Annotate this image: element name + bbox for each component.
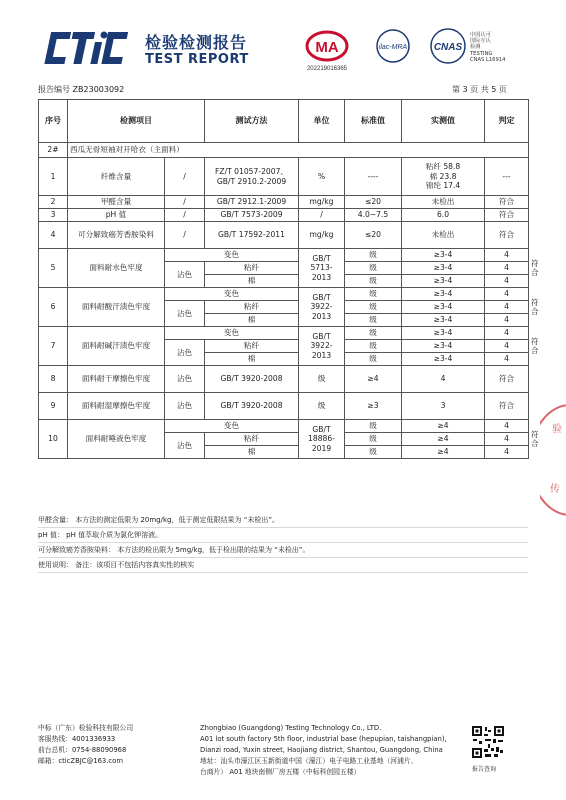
cell-unit: 级 xyxy=(345,288,402,301)
cell-subitem: 沾色 xyxy=(165,340,205,366)
cell-unit: 级 xyxy=(345,249,402,262)
address-en-line-2: Dianzi road, Yuxin street, Haojiang district, Shantou, Guangdong, China xyxy=(200,746,443,754)
cell-standard: ≥3-4 xyxy=(402,340,485,353)
cell-subitem: 变色 xyxy=(165,327,299,340)
table-header-row xyxy=(39,100,529,143)
header-item: 检测项目 xyxy=(68,100,205,143)
cell-standard: ≥3-4 xyxy=(402,327,485,340)
cell-result: 未检出 xyxy=(402,222,485,249)
svg-text:国际互认: 国际互认 xyxy=(470,38,491,44)
cell-sub: 沾色 xyxy=(165,366,205,393)
qr-caption: 报告查询 xyxy=(472,766,497,773)
cell-fibre: 粘纤 xyxy=(205,433,299,446)
header-standard: 标准值 xyxy=(345,100,402,143)
cell-unit: % xyxy=(299,158,345,196)
cell-subitem: 沾色 xyxy=(165,301,205,327)
address-cn-line-2: 台商片） A01 地块南侧厂房五楼（中标科创园五楼） xyxy=(200,768,361,776)
cell-unit: 级 xyxy=(345,327,402,340)
report-title-cn: 检验检测报告 xyxy=(145,33,248,52)
cell-no: 6 xyxy=(39,288,68,327)
cnas-cert-text xyxy=(469,30,506,63)
header-result: 实测值 xyxy=(402,100,485,143)
footer-company-cn xyxy=(38,723,133,767)
cell-unit: mg/kg xyxy=(299,196,345,209)
sample-no: 2# xyxy=(39,143,68,158)
cell-method: GB/T 18886-2019 xyxy=(299,420,345,459)
cell-judgement: --- xyxy=(485,158,529,196)
cell-subitem: 变色 xyxy=(165,249,299,262)
cell-standard: ≥3-4 xyxy=(402,301,485,314)
cell-unit: 级 xyxy=(345,353,402,366)
svg-text:CNAS: CNAS xyxy=(433,42,463,53)
cell-method: GB/T 7573-2009 xyxy=(205,209,299,222)
cell-result: 4 xyxy=(485,446,529,459)
cell-subitem: 沾色 xyxy=(165,262,205,288)
cell-result: 未检出 xyxy=(402,196,485,209)
page-indicator: 第 3 页 共 5 页 xyxy=(452,85,507,94)
table-row xyxy=(39,393,529,420)
cell-unit: 级 xyxy=(345,301,402,314)
cell-result: 3 xyxy=(402,393,485,420)
cell-result: 6.0 xyxy=(402,209,485,222)
cell-subitem: 变色 xyxy=(165,288,299,301)
svg-text:验: 验 xyxy=(552,424,562,435)
cell-subitem: 变色 xyxy=(165,420,299,433)
cell-method: GB/T 2912.1-2009 xyxy=(205,196,299,209)
header-unit: 单位 xyxy=(299,100,345,143)
svg-text:MA: MA xyxy=(315,39,339,56)
cell-method: FZ/T 01057-2007、GB/T 2910.2-2009 xyxy=(205,158,299,196)
cell-subitem: 沾色 xyxy=(165,433,205,459)
cell-result: 4 xyxy=(485,433,529,446)
cell-standard: ≥3-4 xyxy=(402,249,485,262)
cell-fibre: 粘纤 xyxy=(205,262,299,275)
company-name-cn: 中标（广东）检验科技有限公司 xyxy=(38,724,134,732)
cell-no: 9 xyxy=(39,393,68,420)
cell-no: 2 xyxy=(39,196,68,209)
cell-standard: ≥3-4 xyxy=(402,262,485,275)
note-formaldehyde: 甲醛含量： 本方法的测定低限为 20mg/kg，低于测定低限结果为 “未检出”。 xyxy=(38,513,528,528)
cell-sub: / xyxy=(165,158,205,196)
cell-unit: 级 xyxy=(345,446,402,459)
cell-result: 4 xyxy=(402,366,485,393)
cell-result: 粘纤 58.8 棉 23.8 锦纶 17.4 xyxy=(402,158,485,196)
qr-code-icon[interactable] xyxy=(471,725,505,759)
report-title-en: TEST REPORT xyxy=(145,52,249,67)
cell-sub: / xyxy=(165,222,205,249)
cell-unit: 级 xyxy=(345,314,402,327)
cell-method: GB/T 17592-2011 xyxy=(205,222,299,249)
footer-address xyxy=(200,723,447,778)
cell-result: 4 xyxy=(485,301,529,314)
header-no: 序号 xyxy=(39,100,68,143)
cell-item: 面料耐水色牢度 xyxy=(68,249,165,288)
cell-unit: 级 xyxy=(345,433,402,446)
cnas-mark xyxy=(431,29,465,63)
cell-unit: / xyxy=(299,209,345,222)
cell-item: 纤维含量 xyxy=(68,158,165,196)
cell-result: 4 xyxy=(485,288,529,301)
note-azo-dyes: 可分解致癌芳香胺染料： 本方法的检出限为 5mg/kg，低于检出限的结果为 “未检出”。 xyxy=(38,543,528,558)
address-cn-line-1: 地址：汕头市濠江区玉新街道中国（濠江）电子电路工业基地（河浦片、 xyxy=(200,757,418,765)
cell-unit: 级 xyxy=(299,366,345,393)
cell-item: 面料耐酸汗渍色牢度 xyxy=(68,288,165,327)
cell-method: GB/T 3922-2013 xyxy=(299,288,345,327)
table-row xyxy=(39,209,529,222)
cell-standard: ≥4 xyxy=(345,366,402,393)
cell-result: 4 xyxy=(485,340,529,353)
cell-item: 面料耐碱汗渍色牢度 xyxy=(68,327,165,366)
table-row xyxy=(39,196,529,209)
cell-standard: ≥3-4 xyxy=(402,288,485,301)
header-method: 测试方法 xyxy=(205,100,299,143)
cell-result: 4 xyxy=(485,327,529,340)
cell-item: 面料耐湿摩擦色牢度 xyxy=(68,393,165,420)
cell-item: 面料耐唾液色牢度 xyxy=(68,420,165,459)
address-en-line-1: A01 lot south factory 5th floor, industrial base (hepupian, taishangpian), xyxy=(200,735,447,743)
cell-no: 3 xyxy=(39,209,68,222)
cell-standard: ≥3-4 xyxy=(402,314,485,327)
cell-unit: 级 xyxy=(299,393,345,420)
cell-unit: 级 xyxy=(345,275,402,288)
cell-method: GB/T 3920-2008 xyxy=(205,366,299,393)
cell-sub: 沾色 xyxy=(165,393,205,420)
note-ph: pH 值： pH 值萃取介质为氯化钾溶液。 xyxy=(38,528,528,543)
cell-fibre: 棉 xyxy=(205,353,299,366)
cell-unit: 级 xyxy=(345,340,402,353)
front-desk-phone: 前台总机：0754-88090968 xyxy=(38,746,127,754)
cell-standard: ≥3-4 xyxy=(402,275,485,288)
cell-standard: ≥4 xyxy=(402,420,485,433)
cell-fibre: 粘纤 xyxy=(205,340,299,353)
table-row xyxy=(39,158,529,196)
cell-fibre: 棉 xyxy=(205,446,299,459)
cell-item: pH 值 xyxy=(68,209,165,222)
cell-standard: ≥3-4 xyxy=(402,353,485,366)
cell-standard: 4.0~7.5 xyxy=(345,209,402,222)
cell-standard: ≥3 xyxy=(345,393,402,420)
cell-method: GB/T 3920-2008 xyxy=(205,393,299,420)
svg-text:传: 传 xyxy=(550,484,560,495)
table-row: 6 面料耐酸汗渍色牢度 变色 GB/T 3922-2013 级 ≥3-4 4 符合 xyxy=(39,288,529,301)
cell-no: 8 xyxy=(39,366,68,393)
cell-method: GB/T 5713-2013 xyxy=(299,249,345,288)
cell-result: 4 xyxy=(485,262,529,275)
cell-result: 4 xyxy=(485,420,529,433)
cell-no: 1 xyxy=(39,158,68,196)
ilac-mra-mark xyxy=(377,30,409,62)
cell-judgement: 符合 xyxy=(485,393,529,420)
table-row: 5 面料耐水色牢度 变色 GB/T 5713-2013 级 ≥3-4 4 符合 xyxy=(39,249,529,262)
cell-judgement: 符合 xyxy=(485,222,529,249)
cell-unit: mg/kg xyxy=(299,222,345,249)
sample-row xyxy=(39,143,529,158)
cell-no: 7 xyxy=(39,327,68,366)
table-row: 7 面料耐碱汗渍色牢度 变色 GB/T 3922-2013 级 ≥3-4 4 符合 xyxy=(39,327,529,340)
svg-text:ilac-MRA: ilac-MRA xyxy=(378,44,408,51)
note-usage: 使用说明： 备注：该项目不包括内容真实性的核实 xyxy=(38,558,528,573)
cell-result: 4 xyxy=(485,353,529,366)
cell-judgement: 符合 xyxy=(485,209,529,222)
cell-standard: ---- xyxy=(345,158,402,196)
ctic-logo xyxy=(38,28,138,68)
cell-standard: ≥4 xyxy=(402,446,485,459)
test-results-table xyxy=(38,99,539,459)
cell-standard: ≤20 xyxy=(345,196,402,209)
notes-section xyxy=(38,513,528,573)
svg-text:CNAS L16914: CNAS L16914 xyxy=(470,57,506,63)
header-judgement: 判定 xyxy=(485,100,529,143)
company-name-en: Zhongbiao (Guangdong) Testing Technology Co., LTD. xyxy=(200,724,382,732)
cell-fibre: 粘纤 xyxy=(205,301,299,314)
cma-mark xyxy=(307,32,348,72)
table-row: 10 面料耐唾液色牢度 变色 GB/T 18886-2019 级 ≥4 4 符合 xyxy=(39,420,529,433)
cell-judgement: 符合 xyxy=(485,196,529,209)
email: 邮箱：cticZBJC@163.com xyxy=(38,757,123,765)
accreditation-marks xyxy=(305,28,520,74)
cell-item: 面料耐干摩擦色牢度 xyxy=(68,366,165,393)
cell-item: 可分解致癌芳香胺染料 xyxy=(68,222,165,249)
cell-no: 10 xyxy=(39,420,68,459)
cell-judgement: 符合 xyxy=(485,366,529,393)
cell-standard: ≥4 xyxy=(402,433,485,446)
cell-result: 4 xyxy=(485,275,529,288)
svg-text:检测: 检测 xyxy=(470,44,481,50)
cell-fibre: 棉 xyxy=(205,275,299,288)
cell-unit: 级 xyxy=(345,420,402,433)
cell-result: 4 xyxy=(485,314,529,327)
svg-text:中国认可: 中国认可 xyxy=(470,32,491,38)
cell-result: 4 xyxy=(485,249,529,262)
svg-text:TESTING: TESTING xyxy=(470,51,493,57)
sample-name: 西瓜无骨短袖对开哈衣（主面料） xyxy=(68,143,529,158)
cell-fibre: 棉 xyxy=(205,314,299,327)
svg-text:202219016365: 202219016365 xyxy=(306,66,348,72)
hotline: 客服热线：4001336933 xyxy=(38,735,116,743)
report-number: 报告编号 ZB23003092 xyxy=(38,85,125,94)
table-row xyxy=(39,366,529,393)
cell-no: 4 xyxy=(39,222,68,249)
cell-standard: ≤20 xyxy=(345,222,402,249)
cell-method: GB/T 3922-2013 xyxy=(299,327,345,366)
seal-stamp xyxy=(540,400,566,520)
cell-sub: / xyxy=(165,196,205,209)
cell-no: 5 xyxy=(39,249,68,288)
table-row xyxy=(39,222,529,249)
cell-unit: 级 xyxy=(345,262,402,275)
cell-sub: / xyxy=(165,209,205,222)
cell-item: 甲醛含量 xyxy=(68,196,165,209)
